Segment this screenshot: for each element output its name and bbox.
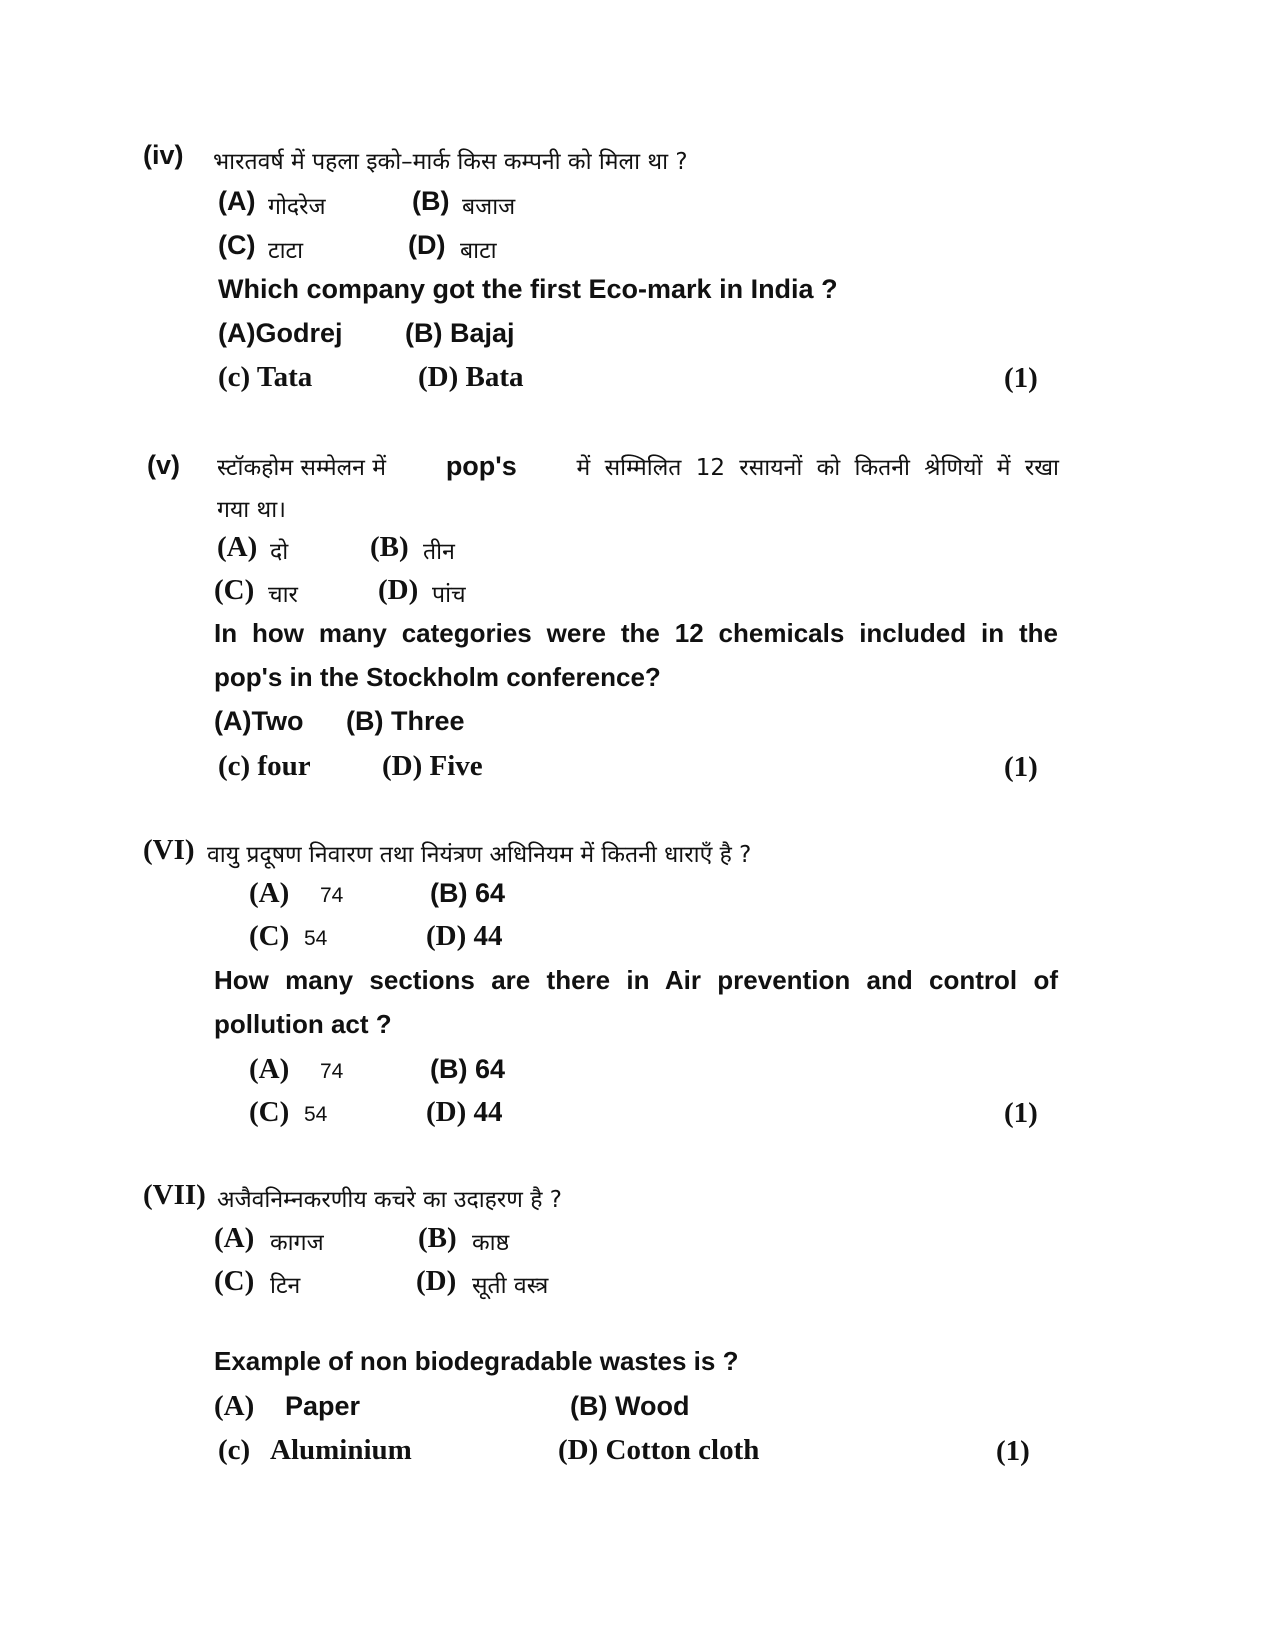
question-number: (iv): [143, 140, 184, 170]
option-label: (C): [214, 1265, 255, 1297]
pops-term: pop's: [445, 451, 517, 481]
option-b-english: (B) Bajaj: [405, 318, 515, 348]
option-value: 74: [320, 884, 344, 907]
option-label: (D): [408, 230, 446, 260]
question-text-english-line2: pop's in the Stockholm conference?: [214, 662, 661, 692]
marks: (1): [1004, 751, 1038, 783]
option-label: (A): [217, 531, 258, 563]
option-text-hindi: सूती वस्त्र: [472, 1273, 549, 1299]
option-c-english: (c) four: [218, 750, 311, 782]
option-label: (A): [249, 877, 290, 909]
option-a-english: (A)Godrej: [218, 318, 343, 348]
marks: (1): [1004, 362, 1038, 394]
option-label: (C): [249, 1096, 290, 1128]
option-d-english: (D) Five: [382, 750, 483, 782]
option-label: (C): [218, 230, 256, 260]
option-label: (A): [218, 186, 256, 216]
hindi-text-segment: स्टॉकहोम सम्मेलन में: [217, 455, 386, 481]
option-label: (A): [249, 1053, 290, 1085]
option-b: (B) 64: [430, 878, 506, 908]
option-b: (B) 64: [430, 1054, 506, 1084]
marks: (1): [996, 1435, 1030, 1467]
question-text-hindi: वायु प्रदूषण निवारण तथा नियंत्रण अधिनियम में कितनी धाराएँ है ?: [207, 842, 752, 868]
option-label: (B): [370, 531, 409, 563]
option-label: (B): [412, 186, 450, 216]
option-label: (D): [378, 574, 419, 606]
option-d-english: (D) Cotton cloth: [558, 1434, 760, 1466]
option-text-hindi: तीन: [423, 539, 455, 565]
question-number: (VI): [143, 834, 195, 866]
hindi-text-segment: में सम्मिलित 12 रसायनों को कितनी श्रेणियों में रखा: [576, 455, 1059, 481]
question-text-hindi-line2: गया था।: [217, 497, 286, 523]
option-a-english: Paper: [285, 1391, 361, 1421]
question-number: (v): [147, 450, 180, 480]
option-label: (A): [214, 1222, 255, 1254]
option-text-hindi: चार: [268, 582, 298, 608]
question-text-hindi-line1: [217, 450, 1059, 482]
option-text-hindi: टिन: [270, 1273, 301, 1299]
option-label: (C): [214, 574, 255, 606]
option-value: 74: [320, 1060, 344, 1083]
question-text-english-line2: pollution act ?: [214, 1009, 392, 1039]
option-text-hindi: पांच: [432, 582, 466, 608]
option-label: (A): [214, 1390, 255, 1422]
question-text-english: Example of non biodegradable wastes is ?: [214, 1346, 739, 1376]
option-value: 54: [304, 927, 328, 950]
marks: (1): [1004, 1097, 1038, 1129]
option-text-hindi: काष्ठ: [472, 1230, 510, 1256]
question-text-english-line1: In how many categories were the 12 chemicals included in the: [214, 618, 1058, 648]
option-label: (C): [249, 920, 290, 952]
option-d-english: (D) Bata: [418, 361, 524, 393]
option-text-hindi: कागज: [270, 1230, 324, 1256]
question-number: (VII): [143, 1179, 206, 1211]
option-label: (c): [218, 1434, 251, 1466]
option-text-hindi: बजाज: [462, 194, 516, 220]
option-text-hindi: बाटा: [460, 238, 497, 264]
option-c-english: (c) Tata: [218, 361, 313, 393]
option-b-english: (B) Three: [346, 706, 465, 736]
option-text-hindi: गोदरेज: [268, 194, 326, 220]
option-d: (D) 44: [426, 1096, 503, 1128]
option-text-hindi: दो: [270, 539, 289, 565]
question-text-english: Which company got the first Eco-mark in India ?: [218, 274, 838, 304]
option-label: (D): [416, 1265, 457, 1297]
question-text-hindi: भारतवर्ष में पहला इको–मार्क किस कम्पनी को मिला था ?: [213, 149, 688, 175]
option-label: (B): [418, 1222, 457, 1254]
option-c-english: Aluminium: [270, 1434, 412, 1466]
option-text-hindi: टाटा: [268, 238, 304, 264]
option-value: 54: [304, 1103, 328, 1126]
option-b-english: (B) Wood: [570, 1391, 690, 1421]
question-text-hindi: अजैवनिम्नकरणीय कचरे का उदाहरण है ?: [217, 1187, 562, 1213]
option-a-english: (A)Two: [214, 706, 304, 736]
option-d: (D) 44: [426, 920, 503, 952]
question-text-english-line1: How many sections are there in Air prevention and control of: [214, 965, 1058, 995]
